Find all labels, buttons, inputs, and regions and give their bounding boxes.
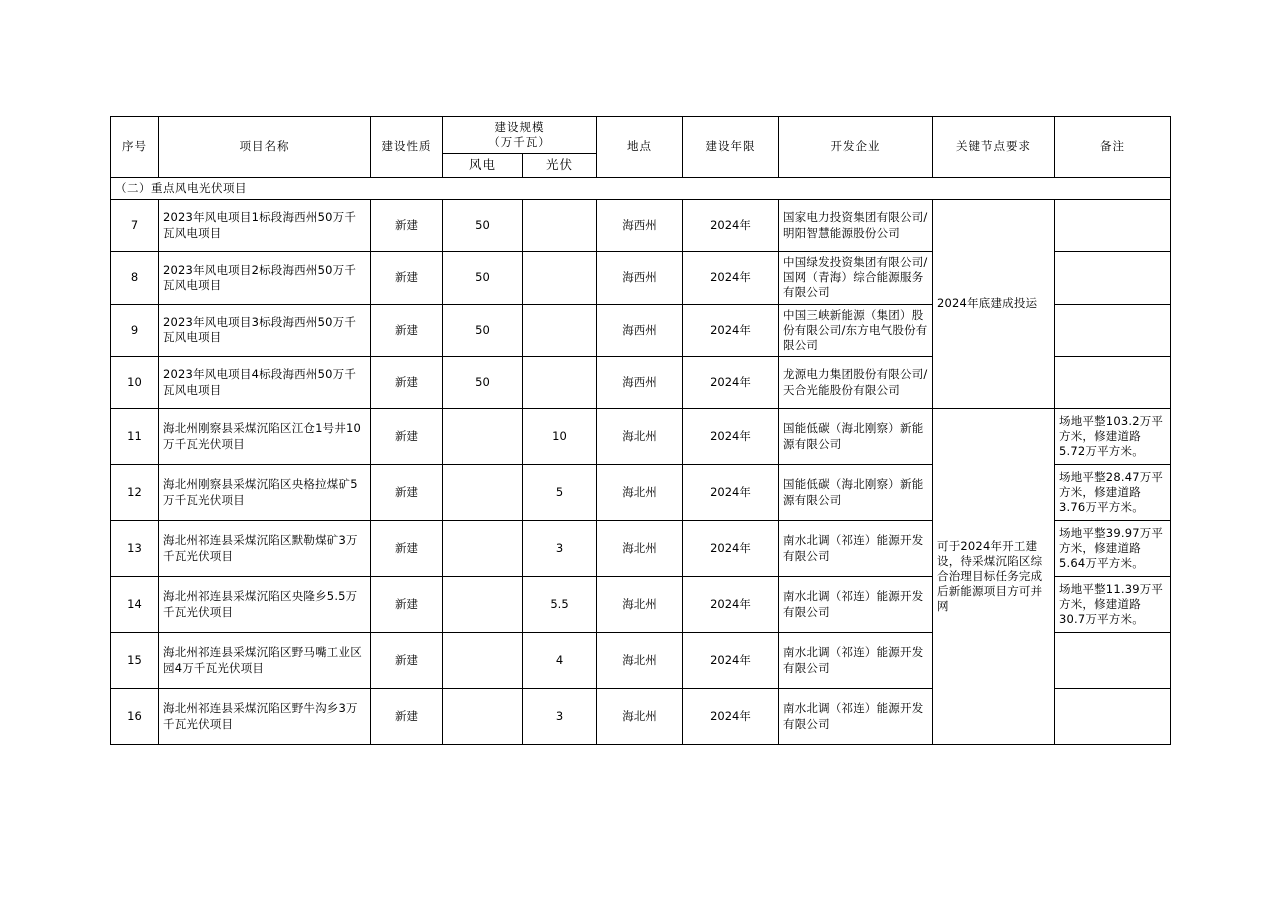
cell-location: 海北州 [597, 633, 683, 689]
cell-remark [1055, 633, 1171, 689]
cell-build-period: 2024年 [683, 689, 779, 745]
cell-build-period: 2024年 [683, 357, 779, 409]
cell-build-type: 新建 [371, 521, 443, 577]
table-header-row-1 [111, 117, 1171, 154]
header-build-type: 建设性质 [371, 117, 443, 178]
cell-solar: 3 [523, 689, 597, 745]
cell-seq: 8 [111, 252, 159, 305]
cell-location: 海北州 [597, 521, 683, 577]
header-project-name: 项目名称 [159, 117, 371, 178]
header-scale-line1: 建设规模 [494, 120, 545, 134]
cell-project-name: 海北州祁连县采煤沉陷区野马嘴工业区园4万千瓦光伏项目 [159, 633, 371, 689]
cell-solar: 5 [523, 465, 597, 521]
cell-wind: 50 [443, 357, 523, 409]
cell-build-period: 2024年 [683, 200, 779, 252]
cell-build-period: 2024年 [683, 633, 779, 689]
cell-remark: 场地平整103.2万平方米，修建道路5.72万平方米。 [1055, 409, 1171, 465]
cell-build-type: 新建 [371, 633, 443, 689]
cell-project-name: 2023年风电项目4标段海西州50万千瓦风电项目 [159, 357, 371, 409]
cell-wind [443, 689, 523, 745]
cell-location: 海西州 [597, 304, 683, 357]
cell-solar: 3 [523, 521, 597, 577]
cell-developer: 中国绿发投资集团有限公司/国网（青海）综合能源服务有限公司 [779, 252, 933, 305]
cell-wind [443, 465, 523, 521]
cell-developer: 南水北调（祁连）能源开发有限公司 [779, 689, 933, 745]
cell-developer: 南水北调（祁连）能源开发有限公司 [779, 577, 933, 633]
cell-wind: 50 [443, 200, 523, 252]
cell-wind [443, 409, 523, 465]
cell-project-name: 海北州祁连县采煤沉陷区野牛沟乡3万千瓦光伏项目 [159, 689, 371, 745]
cell-solar [523, 304, 597, 357]
cell-seq: 12 [111, 465, 159, 521]
header-scale-line2: （万千瓦） [488, 135, 551, 150]
cell-build-type: 新建 [371, 577, 443, 633]
cell-location: 海西州 [597, 252, 683, 305]
header-build-period: 建设年限 [683, 117, 779, 178]
cell-location: 海西州 [597, 357, 683, 409]
cell-build-period: 2024年 [683, 521, 779, 577]
project-table [110, 116, 1171, 745]
cell-remark: 场地平整28.47万平方米，修建道路3.76万平方米。 [1055, 465, 1171, 521]
header-remark: 备注 [1055, 117, 1171, 178]
cell-seq: 10 [111, 357, 159, 409]
header-scale-group [443, 117, 597, 154]
cell-build-type: 新建 [371, 357, 443, 409]
cell-build-period: 2024年 [683, 304, 779, 357]
cell-developer: 南水北调（祁连）能源开发有限公司 [779, 633, 933, 689]
cell-project-name: 2023年风电项目2标段海西州50万千瓦风电项目 [159, 252, 371, 305]
cell-wind: 50 [443, 304, 523, 357]
cell-build-type: 新建 [371, 465, 443, 521]
cell-developer: 国能低碳（海北刚察）新能源有限公司 [779, 465, 933, 521]
cell-developer: 中国三峡新能源（集团）股份有限公司/东方电气股份有限公司 [779, 304, 933, 357]
cell-project-name: 海北州刚察县采煤沉陷区江仓1号井10万千瓦光伏项目 [159, 409, 371, 465]
cell-seq: 11 [111, 409, 159, 465]
cell-wind [443, 633, 523, 689]
cell-remark [1055, 200, 1171, 252]
cell-build-type: 新建 [371, 304, 443, 357]
cell-remark [1055, 252, 1171, 305]
cell-seq: 7 [111, 200, 159, 252]
header-wind: 风电 [443, 154, 523, 178]
section-title: （二）重点风电光伏项目 [111, 177, 1171, 199]
cell-build-period: 2024年 [683, 252, 779, 305]
cell-solar [523, 357, 597, 409]
cell-wind [443, 521, 523, 577]
cell-project-name: 2023年风电项目3标段海西州50万千瓦风电项目 [159, 304, 371, 357]
table-row [111, 200, 1171, 252]
cell-seq: 15 [111, 633, 159, 689]
section-title-row [111, 177, 1171, 199]
cell-key-node-merged-2: 可于2024年开工建设，待采煤沉陷区综合治理目标任务完成后新能源项目方可并网 [933, 409, 1055, 745]
header-seq: 序号 [111, 117, 159, 178]
project-table-container [110, 116, 1170, 745]
cell-solar: 4 [523, 633, 597, 689]
cell-build-period: 2024年 [683, 465, 779, 521]
cell-solar: 5.5 [523, 577, 597, 633]
cell-location: 海北州 [597, 689, 683, 745]
cell-location: 海西州 [597, 200, 683, 252]
cell-seq: 13 [111, 521, 159, 577]
cell-seq: 9 [111, 304, 159, 357]
cell-solar [523, 252, 597, 305]
cell-location: 海北州 [597, 577, 683, 633]
header-key-node: 关键节点要求 [933, 117, 1055, 178]
header-developer: 开发企业 [779, 117, 933, 178]
cell-remark [1055, 689, 1171, 745]
cell-seq: 16 [111, 689, 159, 745]
cell-build-period: 2024年 [683, 577, 779, 633]
cell-seq: 14 [111, 577, 159, 633]
cell-project-name: 海北州祁连县采煤沉陷区央隆乡5.5万千瓦光伏项目 [159, 577, 371, 633]
cell-project-name: 2023年风电项目1标段海西州50万千瓦风电项目 [159, 200, 371, 252]
cell-remark: 场地平整39.97万平方米，修建道路5.64万平方米。 [1055, 521, 1171, 577]
cell-developer: 龙源电力集团股份有限公司/天合光能股份有限公司 [779, 357, 933, 409]
cell-developer: 南水北调（祁连）能源开发有限公司 [779, 521, 933, 577]
cell-build-type: 新建 [371, 689, 443, 745]
cell-wind: 50 [443, 252, 523, 305]
cell-wind [443, 577, 523, 633]
cell-remark: 场地平整11.39万平方米，修建道路30.7万平方米。 [1055, 577, 1171, 633]
cell-project-name: 海北州祁连县采煤沉陷区默勒煤矿3万千瓦光伏项目 [159, 521, 371, 577]
cell-location: 海北州 [597, 465, 683, 521]
cell-solar [523, 200, 597, 252]
cell-developer: 国家电力投资集团有限公司/明阳智慧能源股份公司 [779, 200, 933, 252]
cell-project-name: 海北州刚察县采煤沉陷区央格拉煤矿5万千瓦光伏项目 [159, 465, 371, 521]
cell-build-type: 新建 [371, 409, 443, 465]
cell-remark [1055, 304, 1171, 357]
header-solar: 光伏 [523, 154, 597, 178]
cell-developer: 国能低碳（海北刚察）新能源有限公司 [779, 409, 933, 465]
table-row [111, 409, 1171, 465]
cell-build-period: 2024年 [683, 409, 779, 465]
cell-build-type: 新建 [371, 252, 443, 305]
cell-solar: 10 [523, 409, 597, 465]
header-location: 地点 [597, 117, 683, 178]
cell-location: 海北州 [597, 409, 683, 465]
cell-remark [1055, 357, 1171, 409]
cell-build-type: 新建 [371, 200, 443, 252]
cell-key-node-merged-1: 2024年底建成投运 [933, 200, 1055, 409]
